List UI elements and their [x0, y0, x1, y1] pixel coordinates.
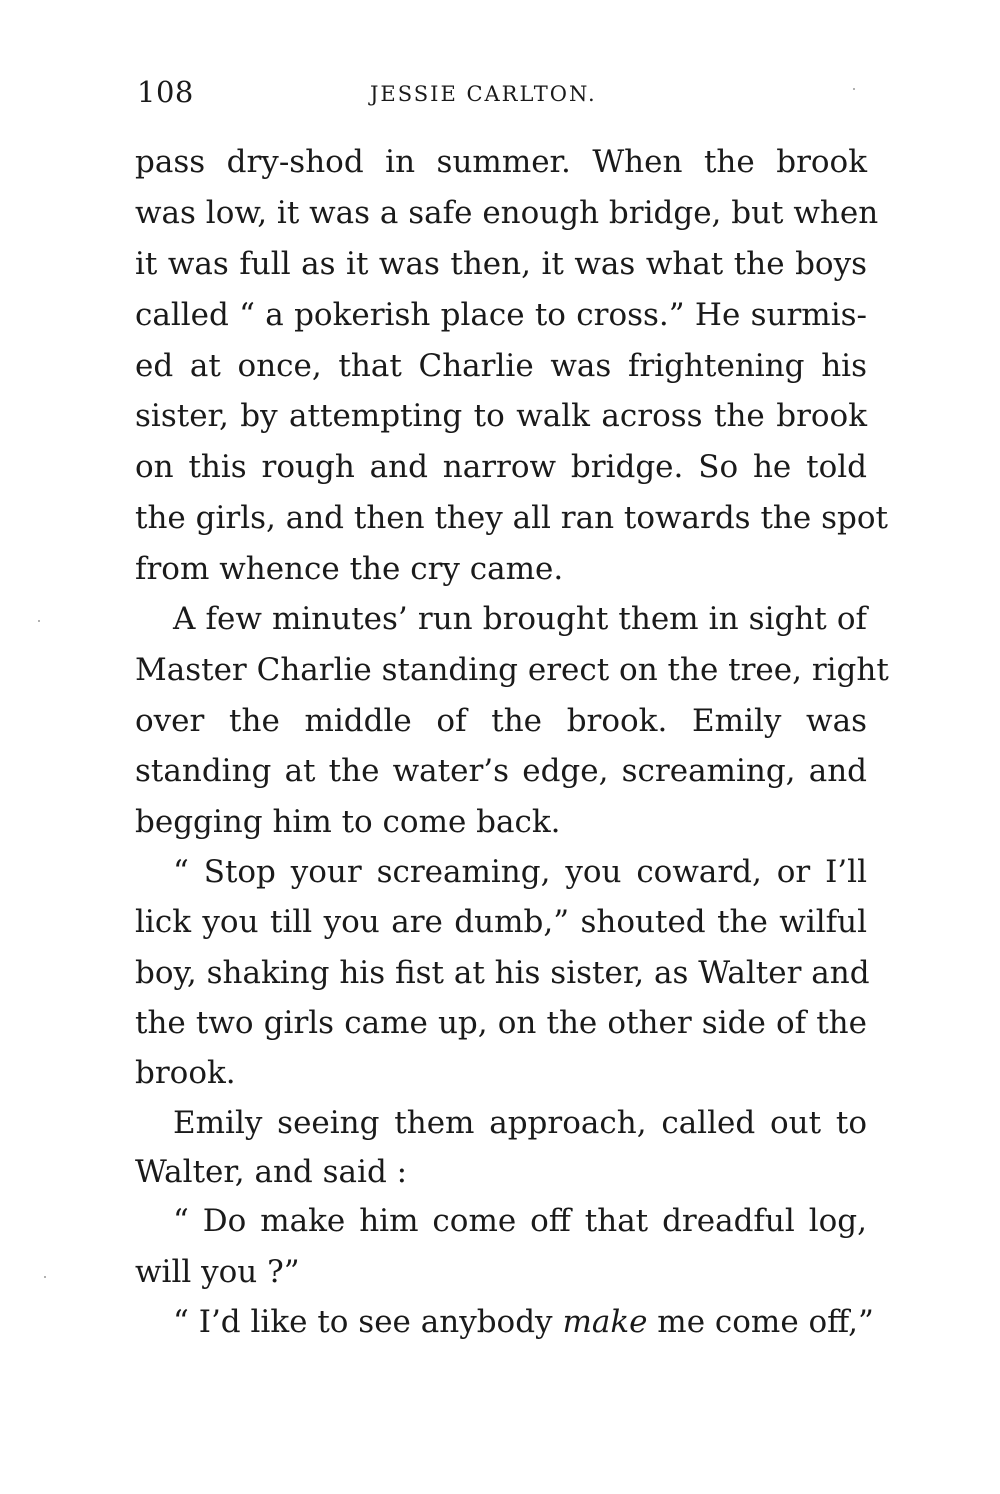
- text-line: brook.: [135, 1055, 236, 1091]
- paragraph-start-line: A few minutes’ run brought them in sight of: [173, 601, 867, 637]
- page-speck: [44, 1276, 46, 1278]
- text-line: the two girls came up, on the other side of the: [135, 1005, 867, 1041]
- text-line: ed at once, that Charlie was frightening his: [135, 348, 867, 384]
- text-line: over the middle of the brook. Emily was: [135, 703, 867, 739]
- text-line: sister, by attempting to walk across the brook: [135, 398, 867, 434]
- text-line: the girls, and then they all ran towards the spot: [135, 500, 888, 536]
- text-run: me come off,”: [647, 1304, 874, 1340]
- text-line: from whence the cry came.: [135, 551, 564, 587]
- paragraph-start-line: “ Stop your screaming, you coward, or I’ll: [173, 854, 867, 890]
- text-line: will you ?”: [135, 1254, 300, 1290]
- running-head: JESSIE CARLTON.: [370, 82, 597, 106]
- text-line: boy, shaking his fist at his sister, as Walter and: [135, 955, 870, 991]
- page-speck: [853, 88, 855, 90]
- paragraph-start-line: “ Do make him come off that dreadful log,: [173, 1203, 867, 1239]
- text-line: pass dry-shod in summer. When the brook: [135, 144, 867, 180]
- text-line: it was full as it was then, it was what the boys: [135, 246, 867, 282]
- paragraph-start-line-with-emphasis: [173, 1302, 874, 1342]
- page-number: 108: [137, 75, 194, 109]
- text-line: Walter, and said :: [135, 1154, 408, 1190]
- text-line: lick you till you are dumb,” shouted the wilful: [135, 904, 867, 940]
- paragraph-start-line: Emily seeing them approach, called out to: [173, 1105, 867, 1141]
- text-line: was low, it was a safe enough bridge, but when: [135, 195, 879, 231]
- emphasized-word: make: [562, 1304, 648, 1340]
- text-line: standing at the water’s edge, screaming, and: [135, 753, 867, 789]
- text-run: “ I’d like to see anybody: [173, 1304, 563, 1340]
- text-line: begging him to come back.: [135, 804, 561, 840]
- text-line: on this rough and narrow bridge. So he told: [135, 449, 867, 485]
- text-line: called “ a pokerish place to cross.” He surmis-: [135, 297, 867, 333]
- text-line: Master Charlie standing erect on the tree, right: [135, 652, 889, 688]
- page-speck: [38, 620, 40, 622]
